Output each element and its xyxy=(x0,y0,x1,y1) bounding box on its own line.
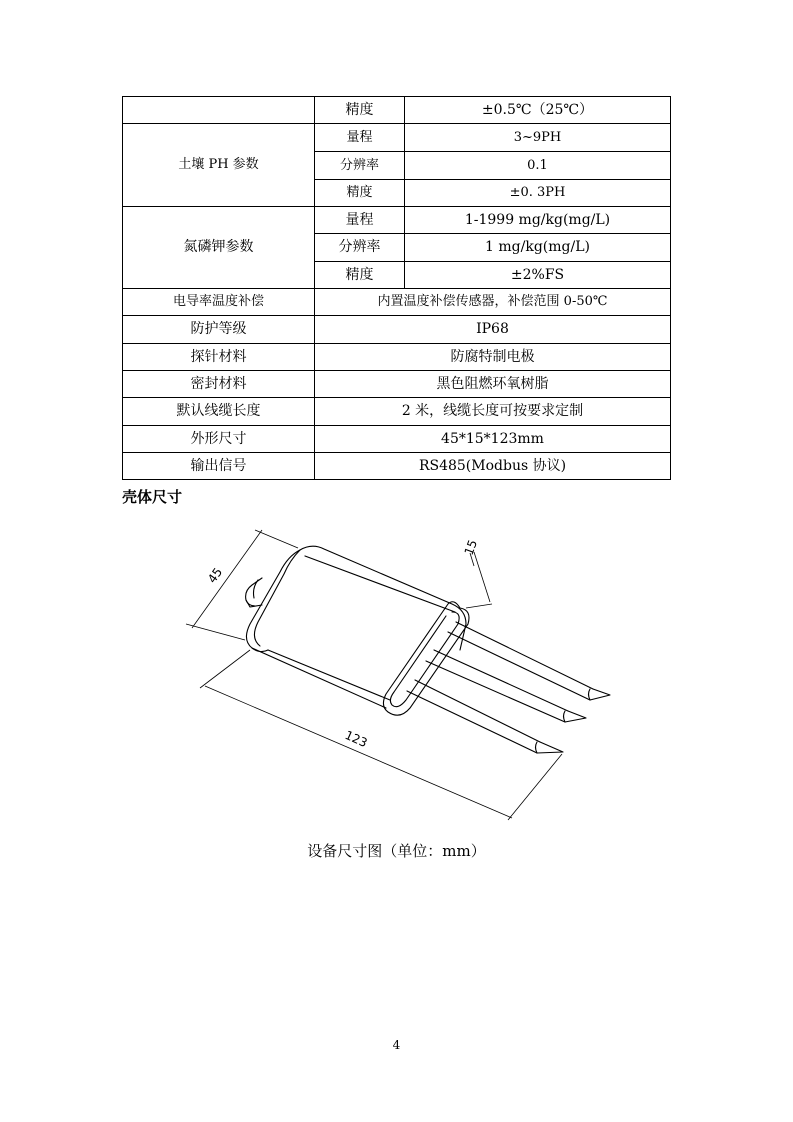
table-row xyxy=(123,289,671,316)
row-value: 2 米，线缆长度可按要求定制 xyxy=(315,398,671,426)
param-value: 3~9PH xyxy=(405,124,671,152)
dimension-label-length: 123 xyxy=(342,727,370,751)
table-row xyxy=(123,398,671,426)
param-name: 量程 xyxy=(315,207,405,234)
table-row xyxy=(123,426,671,453)
table-cell xyxy=(123,97,315,124)
dimension-label-thickness: 15 xyxy=(461,537,481,558)
param-name: 精度 xyxy=(315,180,405,207)
param-value: ±0.5℃（25℃） xyxy=(405,97,671,124)
param-value: 1 mg/kg(mg/L) xyxy=(405,234,671,262)
row-value: 防腐特制电极 xyxy=(315,344,671,371)
table-row xyxy=(123,453,671,480)
param-name: 分辨率 xyxy=(315,152,405,180)
param-name: 精度 xyxy=(315,262,405,289)
row-name: 防护等级 xyxy=(123,316,315,344)
row-value: 45*15*123mm xyxy=(315,426,671,453)
spec-table xyxy=(122,96,671,480)
table-row xyxy=(123,316,671,344)
row-value: IP68 xyxy=(315,316,671,344)
table-row xyxy=(123,97,671,124)
param-value: 1-1999 mg/kg(mg/L) xyxy=(405,207,671,234)
row-name: 电导率温度补偿 xyxy=(123,289,315,316)
group-label-ph: 土壤 PH 参数 xyxy=(123,124,315,207)
param-value: 0.1 xyxy=(405,152,671,180)
param-name: 分辨率 xyxy=(315,234,405,262)
row-value: RS485(Modbus 协议) xyxy=(315,453,671,480)
probes xyxy=(407,622,610,753)
row-name: 输出信号 xyxy=(123,453,315,480)
row-name: 外形尺寸 xyxy=(123,426,315,453)
table-row xyxy=(123,371,671,398)
dimension-lines xyxy=(186,530,562,820)
param-value: ±2%FS xyxy=(405,262,671,289)
row-value: 内置温度补偿传感器，补偿范围 0-50℃ xyxy=(315,289,671,316)
figure-caption: 设备尺寸图（单位：mm） xyxy=(307,842,486,860)
row-value: 黑色阻燃环氧树脂 xyxy=(315,371,671,398)
row-name: 密封材料 xyxy=(123,371,315,398)
cable-gland xyxy=(246,578,262,607)
table-row xyxy=(123,207,671,234)
table-row xyxy=(123,344,671,371)
table-row xyxy=(123,124,671,152)
row-name: 探针材料 xyxy=(123,344,315,371)
section-title: 壳体尺寸 xyxy=(122,488,183,506)
param-value: ±0. 3PH xyxy=(405,180,671,207)
param-name: 精度 xyxy=(315,97,405,124)
dimension-label-width: 45 xyxy=(204,565,226,586)
page-number: 4 xyxy=(392,1038,401,1052)
param-name: 量程 xyxy=(315,124,405,152)
dimension-drawing xyxy=(180,515,620,835)
group-label-npk: 氮磷钾参数 xyxy=(123,207,315,289)
row-name: 默认线缆长度 xyxy=(123,398,315,426)
